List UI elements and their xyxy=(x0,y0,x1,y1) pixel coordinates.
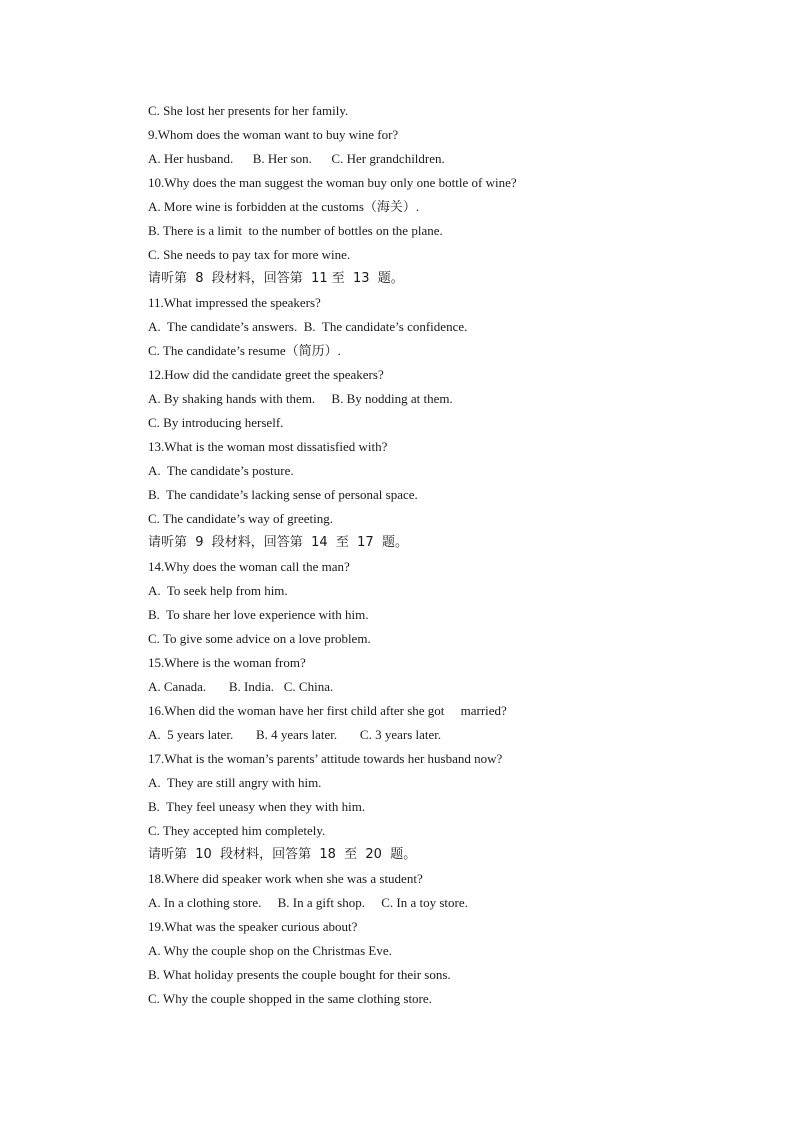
answer-option: A. Why the couple shop on the Christmas Eve. xyxy=(148,943,392,958)
answer-option: B. To share her love experience with him. xyxy=(148,607,369,622)
question-text: 14.Why does the woman call the man? xyxy=(148,559,350,574)
answer-option: C. They accepted him completely. xyxy=(148,823,326,838)
answer-option: C. To give some advice on a love problem. xyxy=(148,631,371,646)
section-instruction: 请听第 10 段材料，回答第 18 至 20 题。 xyxy=(148,847,417,862)
answer-option: B. The candidate’s lacking sense of personal space. xyxy=(148,487,418,502)
question-text: 16.When did the woman have her first child after she got married? xyxy=(148,703,507,718)
question-text: 11.What impressed the speakers? xyxy=(148,295,321,310)
question-text: 15.Where is the woman from? xyxy=(148,655,306,670)
question-text: 19.What was the speaker curious about? xyxy=(148,919,358,934)
answer-option: C. By introducing herself. xyxy=(148,415,284,430)
question-text: 10.Why does the man suggest the woman buy only one bottle of wine? xyxy=(148,175,517,190)
answer-option: C. The candidate’s way of greeting. xyxy=(148,511,333,526)
section-instruction: 请听第 8 段材料，回答第 11 至 13 题。 xyxy=(148,271,404,286)
answer-option: B. They feel uneasy when they with him. xyxy=(148,799,366,814)
answer-options: A. The candidate’s answers. B. The candidate’s confidence. xyxy=(148,319,468,334)
question-text: 17.What is the woman’s parents’ attitude towards her husband now? xyxy=(148,751,503,766)
answer-options: A. In a clothing store. B. In a gift shop. C. In a toy store. xyxy=(148,895,468,910)
question-text: 12.How did the candidate greet the speakers? xyxy=(148,367,384,382)
answer-option: C. She lost her presents for her family. xyxy=(148,103,349,118)
answer-options: A. By shaking hands with them. B. By nodding at them. xyxy=(148,391,453,406)
question-text: 9.Whom does the woman want to buy wine for? xyxy=(148,127,399,142)
answer-options: A. 5 years later. B. 4 years later. C. 3 years later. xyxy=(148,727,442,742)
answer-option: A. More wine is forbidden at the customs（海关）. xyxy=(148,199,420,214)
answer-option: B. There is a limit to the number of bottles on the plane. xyxy=(148,223,443,238)
section-instruction: 请听第 9 段材料，回答第 14 至 17 题。 xyxy=(148,535,408,550)
answer-option: B. What holiday presents the couple bought for their sons. xyxy=(148,967,451,982)
answer-options: A. Canada. B. India. C. China. xyxy=(148,679,334,694)
answer-option: C. She needs to pay tax for more wine. xyxy=(148,247,351,262)
question-list xyxy=(148,99,708,1011)
answer-options: A. Her husband. B. Her son. C. Her grandchildren. xyxy=(148,151,445,166)
question-text: 13.What is the woman most dissatisfied with? xyxy=(148,439,388,454)
answer-option: A. The candidate’s posture. xyxy=(148,463,294,478)
question-text: 18.Where did speaker work when she was a student? xyxy=(148,871,423,886)
answer-option: C. Why the couple shopped in the same clothing store. xyxy=(148,991,432,1006)
answer-option: C. The candidate’s resume（简历）. xyxy=(148,343,341,358)
answer-option: A. They are still angry with him. xyxy=(148,775,322,790)
answer-option: A. To seek help from him. xyxy=(148,583,288,598)
